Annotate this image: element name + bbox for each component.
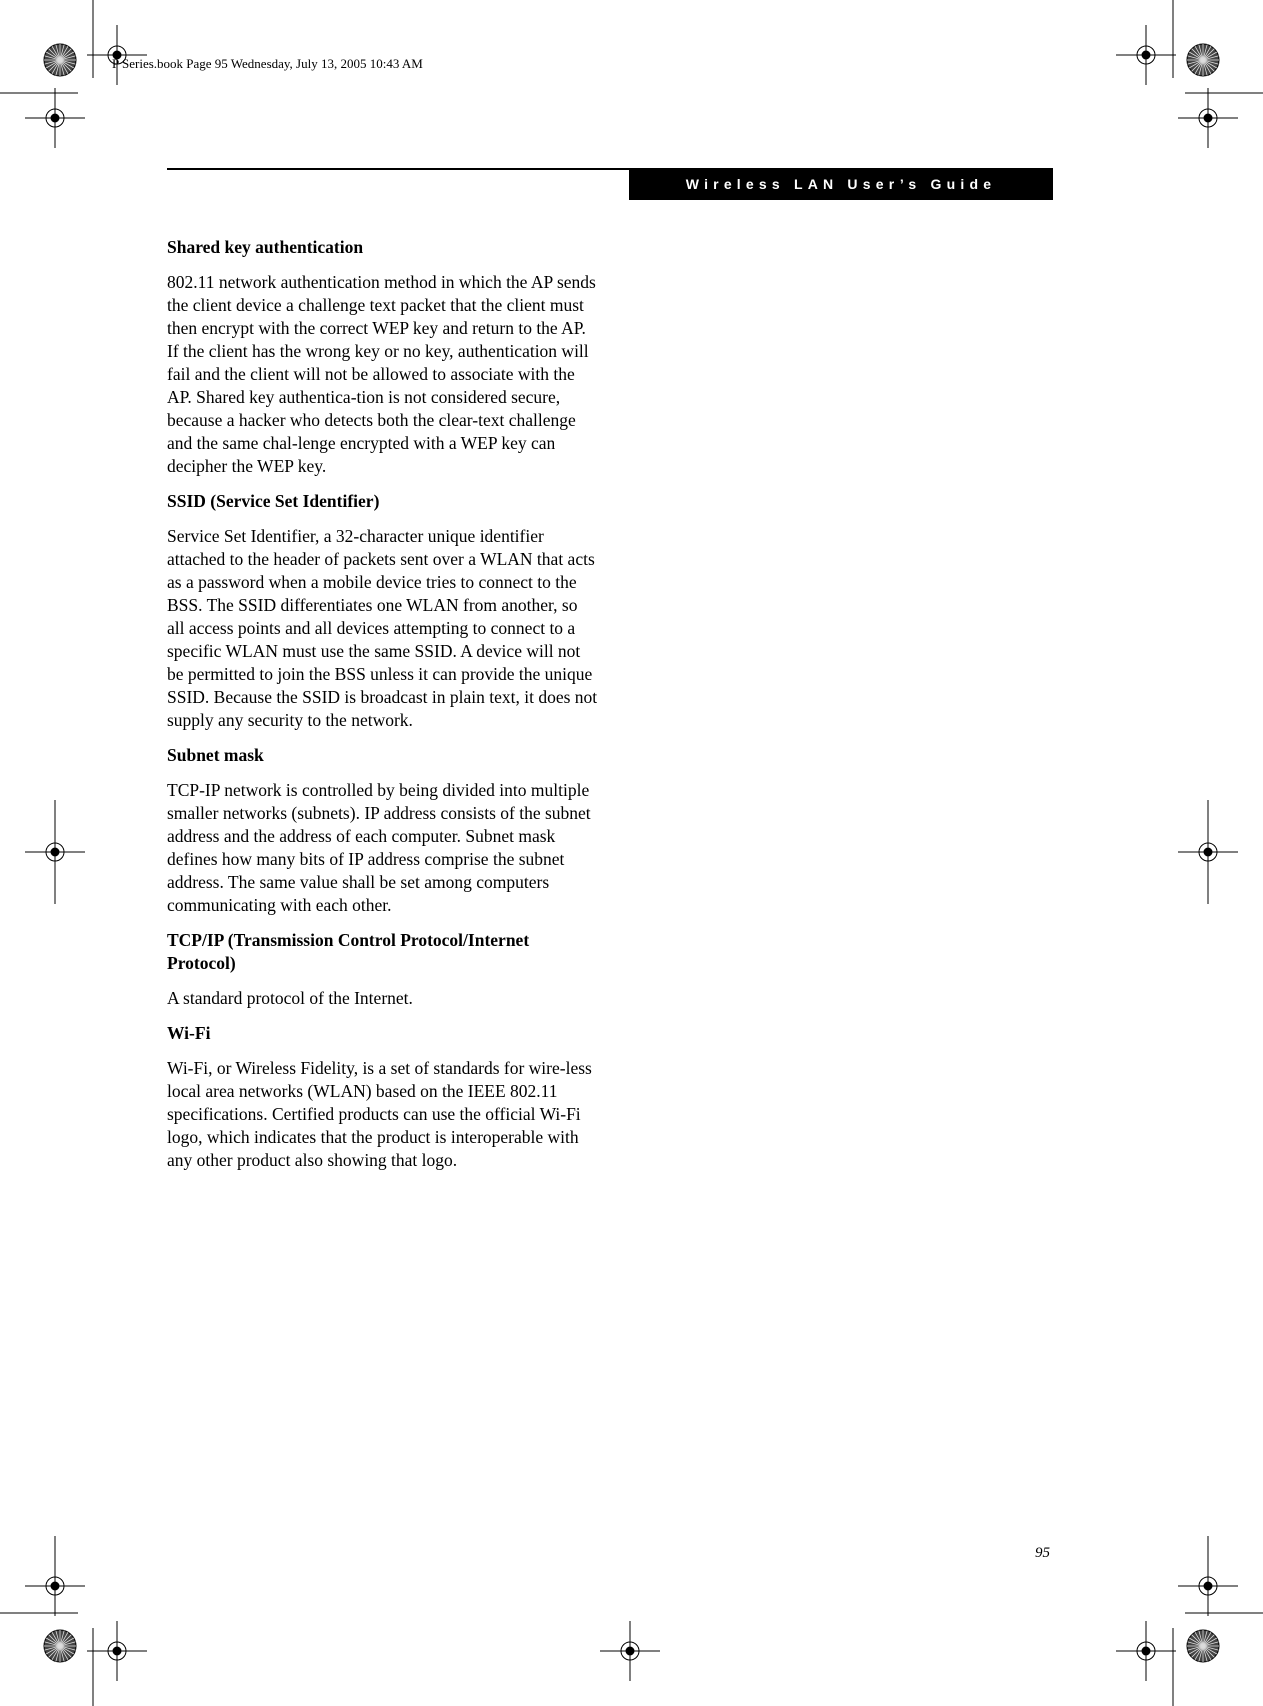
glossary-definition: Service Set Identifier, a 32-character unique identifier attached to the header of packets sent over a WLAN that acts as a password when a mobile device tries to connect to the BSS. The SSID differentiates one WLAN from another, so all access points and all devices attempting to connect to a specific WLAN must use the same SSID. A device will not be permitted to join the BSS unless it can provide the unique SSID. Because the SSID is broadcast in plain text, it does not supply any security to the network. <box>167 526 598 730</box>
print-slug: P Series.book Page 95 Wednesday, July 13, 2005 10:43 AM <box>112 56 423 71</box>
glossary-definition: TCP-IP network is controlled by being divided into multiple smaller networks (subnets). IP address consists of the subnet address and the address of each computer. Subnet mask defines how many bits of IP address comprise the subnet address. The same value shall be set among computers communicating with each other. <box>167 780 591 915</box>
glossary-definition: A standard protocol of the Internet. <box>167 988 413 1008</box>
header-rule <box>167 168 629 170</box>
glossary-definition: 802.11 network authentication method in which the AP sends the client device a challenge text packet that the client must then encrypt with the correct WEP key and return to the AP. If the client has the wrong key or no key, authentication will fail and the client will not be allowed to associate with the AP. Shared key authentica-tion is not considered secure, because a hacker who detects both the clear-text challenge and the same chal-lenge encrypted with a WEP key can decipher the WEP key. <box>167 272 596 476</box>
running-header: Wireless LAN User’s Guide <box>629 168 1053 200</box>
glossary-content <box>167 236 599 1184</box>
glossary-term: Wi-Fi <box>167 1023 211 1043</box>
page-number: 95 <box>1035 1545 1050 1561</box>
glossary-term: Shared key authentication <box>167 237 364 257</box>
glossary-definition: Wi-Fi, or Wireless Fidelity, is a set of standards for wire-less local area networks (WLAN) based on the IEEE 802.11 specifications. Certified products can use the official Wi-Fi logo, which indicates that the product is interoperable with any other product also showing that logo. <box>167 1058 592 1170</box>
glossary-term: Subnet mask <box>167 745 264 765</box>
glossary-term: TCP/IP (Transmission Control Protocol/Internet Protocol) <box>167 930 530 973</box>
glossary-term: SSID (Service Set Identifier) <box>167 491 380 511</box>
